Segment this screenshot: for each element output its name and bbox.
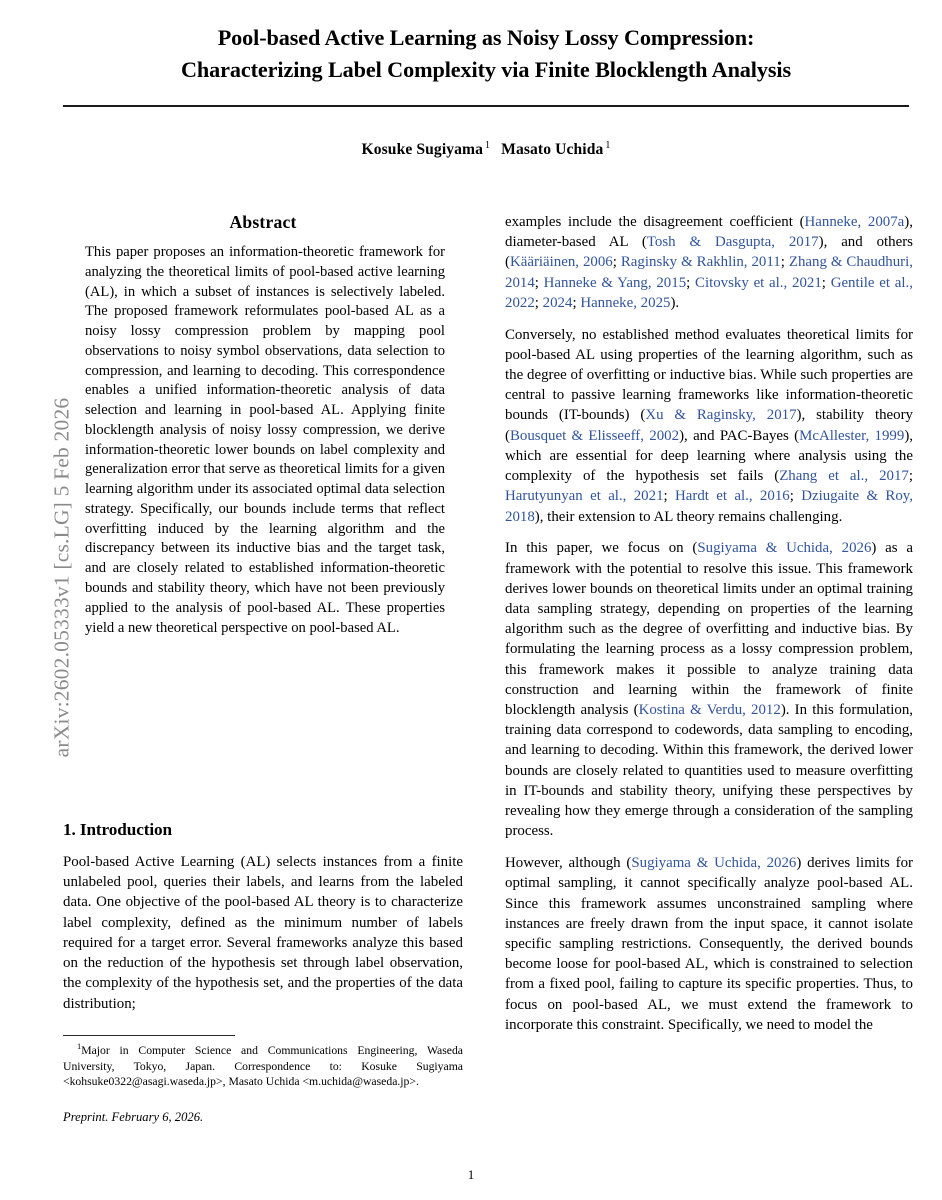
body-text-run: ; [572, 294, 581, 311]
citation-link[interactable]: Kostina & Verdu, 2012 [638, 702, 781, 719]
citation-link[interactable]: Bousquet & Elisseeff, 2002 [509, 427, 680, 444]
footnote-marker: 1 [77, 1042, 82, 1052]
right-paragraph-1 [505, 212, 913, 313]
body-text-run: In this paper, we focus on ( [505, 540, 698, 557]
citation-link[interactable]: Tosh & Dasgupta, 2017 [646, 234, 819, 251]
author-1 [362, 141, 491, 158]
title-divider [63, 105, 909, 107]
citation-link[interactable]: Hanneke, 2007a [804, 214, 905, 230]
abstract-heading: Abstract [229, 212, 297, 232]
arxiv-stamp: arXiv:2602.05333v1 [cs.LG] 5 Feb 2026 [49, 397, 74, 758]
citation-link[interactable]: Zhang & Chaudhuri, 2014 [505, 254, 913, 291]
body-text-run: ), which are essential for deep learning where analysis using the complexity of the hypothesis set fails ( [505, 427, 913, 485]
citation-link[interactable]: Sugiyama & Uchida, 2026 [631, 855, 797, 872]
body-text-run: ; [908, 468, 913, 485]
introduction-paragraph-1: Pool-based Active Learning (AL) selects instances from a finite unlabeled pool, queries their labels, and learns from the labeled data. One objective of the pool-based AL theory is to characterize label complexity, defined as the minimum number of labels required for a target error. Several frameworks analyze this based on the reduction of the hypothesis set through label observation, the complexity of the hypothesis set, and the properties of the data distribution; [63, 854, 463, 1012]
citation-link[interactable]: Hanneke, 2025 [580, 294, 671, 311]
title-line-1: Pool-based Active Learning as Noisy Lossy Compression: [217, 25, 755, 50]
right-column [505, 212, 913, 1035]
author-list [63, 141, 909, 159]
body-text-run: examples include the disagreement coefficient ( [505, 214, 805, 230]
body-text-run: ; [663, 488, 676, 505]
citation-link[interactable]: Hardt et al., 2016 [675, 488, 790, 505]
body-text-run: ) derives limits for optimal sampling, it cannot specifically analyze pool-based AL. Since this framework assumes unconstrained sampling where instances are freely drawn from the input space, it cannot isolate specific sampling restrictions. Consequently, the derived bounds become loose for pool-based AL, which is constrained to selection from a fixed pool, failing to capture its specific properties. Thus, to focus on pool-based AL, we must extend the framework to incorporate this constraint. Specifically, we need to model the [505, 855, 913, 1033]
introduction-heading: 1. Introduction [63, 820, 172, 839]
citation-link[interactable]: Harutyunyan et al., 2021 [505, 488, 664, 505]
body-text-run: ; [789, 488, 802, 505]
author-1-name: Kosuke Sugiyama [361, 141, 484, 159]
citation-link[interactable]: Dziugaite & Roy, 2018 [505, 488, 913, 525]
body-text-run: ), and others ( [505, 234, 913, 271]
body-text-run: ; [821, 274, 831, 291]
body-text-run: ; [534, 274, 544, 291]
footnote-affiliation [63, 1043, 463, 1090]
citation-link[interactable]: Gentile et al., 2022 [505, 274, 913, 311]
body-text-run: ), stability theory ( [505, 407, 913, 444]
citation-link[interactable]: Citovsky et al., 2021 [695, 274, 822, 291]
right-paragraph-2 [505, 325, 913, 527]
citation-link[interactable]: Zhang et al., 2017 [779, 468, 909, 485]
body-text-run: ; [780, 254, 789, 271]
page-number: 1 [467, 1167, 475, 1182]
title-line-2: Characterizing Label Complexity via Finite Blocklength Analysis [180, 56, 791, 82]
body-text-run: ), their extension to AL theory remains challenging. [534, 508, 843, 525]
body-text-run: ). [670, 294, 680, 311]
body-text-run: ; [686, 274, 696, 291]
citation-link[interactable]: Xu & Raginsky, 2017 [645, 407, 797, 424]
body-text-run: ), and PAC-Bayes ( [679, 427, 800, 444]
body-text-run: Conversely, no established method evaluates theoretical limits for pool-based AL using properties of the learning algorithm, such as the degree of overfitting or inductive bias. While such properties are central to passive learning frameworks like information-theoretic bounds (IT-bounds) ( [505, 326, 913, 424]
footnote-divider [63, 1035, 235, 1036]
preprint-notice: Preprint. February 6, 2026. [63, 1110, 204, 1125]
citation-link[interactable]: Sugiyama & Uchida, 2026 [697, 540, 872, 557]
author-2 [501, 141, 610, 158]
footnote-affiliation-text: Major in Computer Science and Communications Engineering, Waseda University, Tokyo, Japan. Correspondence to: Kosuke Sugiyama <kohsuke0322@asagi.waseda.jp>, Masato Uchida <m.uchida@waseda.jp>. [63, 1044, 463, 1089]
paper-header [63, 22, 909, 159]
citation-link[interactable]: Raginsky & Rakhlin, 2011 [620, 254, 781, 271]
right-paragraph-3 [505, 538, 913, 841]
two-column-body [63, 212, 913, 1112]
body-text-run: ; [534, 294, 543, 311]
right-paragraph-4 [505, 853, 913, 1035]
author-2-affiliation-mark: 1 [605, 139, 611, 151]
citation-link[interactable]: Kääriäinen, 2006 [509, 254, 613, 271]
body-text-run: ) as a framework with the potential to resolve this issue. This framework derives lower bounds on theoretical limits under an optimal training data sampling strategy, depending on properties of the learning algorithm such as the degree of overfitting and inductive bias. By formulating the learning process as a lossy compression problem, this framework makes it possible to analyze training data construction and learning within the framework of finite blocklength analysis ( [505, 540, 913, 719]
author-1-affiliation-mark: 1 [485, 139, 491, 151]
citation-link[interactable]: Hanneke & Yang, 2015 [543, 274, 687, 291]
body-text-run: ; [612, 254, 621, 271]
body-text-run: ), diameter-based AL ( [505, 214, 913, 251]
introduction-section [63, 820, 463, 1014]
body-text-run: However, although ( [505, 855, 632, 872]
left-column [63, 212, 463, 1012]
citation-link[interactable]: McAllester, 1999 [799, 427, 905, 444]
abstract-text: This paper proposes an information-theoretic framework for analyzing the theoretical limits of pool-based active learning (AL), in which a subset of instances is selectively labeled. The proposed framework reformulates pool-based AL as a noisy lossy compression problem by mapping pool observations to noisy symbol observations, data selection to compression, and learning to decoding. This correspondence enables a unified information-theoretic analysis of data selection and learning in pool-based AL. Applying finite blocklength analysis of noisy lossy compression, we derive information-theoretic lower bounds on label complexity and generalization error that serve as theoretical limits for a given learning algorithm under its associated optimal data selection strategy. Specifically, our bounds include terms that reflect overfitting induced by the learning algorithm and the discrepancy between its inductive bias and the target task, and are closely related to established information-theoretic bounds and stability theory, which have not been previously applied to the analysis of pool-based AL. These properties yield a new theoretical perspective on pool-based AL. [85, 244, 445, 636]
citation-link[interactable]: 2024 [542, 294, 573, 311]
author-2-name: Masato Uchida [501, 141, 604, 159]
body-text-run: ). In this formulation, training data correspond to codewords, data sampling to encoding, and learning to decoding. Within this framework, the derived lower bounds are closely related to quantities used to measure overfitting in IT-bounds and stability theory, unifying these perspectives by revealing how they emerge through a consideration of the sampling process. [505, 702, 913, 840]
footnote-block [63, 1035, 463, 1125]
page-title [63, 22, 909, 85]
